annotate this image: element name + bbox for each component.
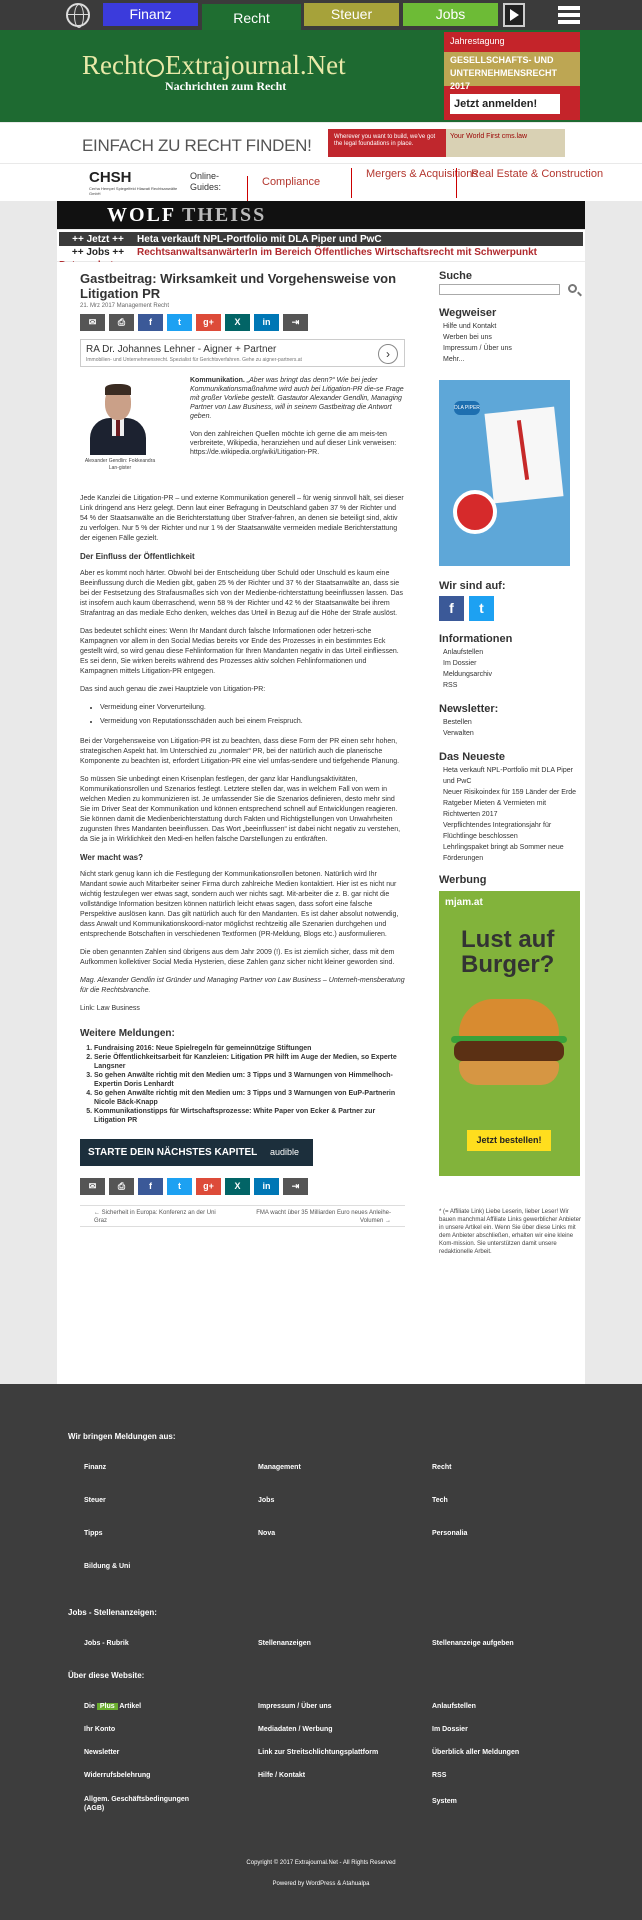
- xing-share-icon[interactable]: X: [225, 314, 250, 331]
- footer-link[interactable]: Hilfe / Kontakt: [258, 1772, 306, 1779]
- ad-cta[interactable]: Jetzt anmelden!: [450, 94, 560, 114]
- more-share-icon[interactable]: ⇥: [283, 1178, 308, 1195]
- next-post-link[interactable]: FMA wacht über 35 Milliarden Euro neues Anleihe-Volumen →: [256, 1210, 391, 1224]
- mjam-logo: mjam.at: [445, 897, 483, 908]
- linkedin-share-icon[interactable]: in: [254, 314, 279, 331]
- guide-realestate-link[interactable]: Real Estate & Construction: [456, 168, 603, 198]
- informationen-heading: Informationen: [439, 633, 513, 645]
- footer-link[interactable]: Stellenanzeige aufgeben: [432, 1640, 514, 1647]
- footer-link[interactable]: Personalia: [432, 1530, 468, 1537]
- goals-list: [100, 701, 405, 729]
- list-item[interactable]: Lehrlingspaket bringt ab Sommer neue Förderungen: [443, 844, 564, 862]
- paragraph-5: Bei der Vorgehensweise von Litigation-PR ist zu beachten, dass diese Form der PR einen sehr hohen, strategischen Aspekt hat. Im Unterschied zu „normaler“ PR, bei der natürlich auch die planerische Komponente zu beachten ist, erfordert Litigation-PR eine viel umfas-sendere und tiefgehende Planung.: [80, 738, 400, 765]
- footer-link[interactable]: Anlaufstellen: [432, 1703, 476, 1710]
- related-heading: Weitere Meldungen:: [80, 1028, 175, 1039]
- informationen-list: [443, 647, 582, 691]
- intro-kicker: Kommunikation.: [190, 377, 245, 384]
- list-item[interactable]: Meldungsarchiv: [443, 671, 493, 678]
- theiss-word: THEISS: [182, 204, 267, 226]
- next-post-title[interactable]: FMA wacht über 35 Milliarden Euro neues Anleihe-Volumen: [256, 1210, 391, 1224]
- author-bio: Mag. Alexander Gendlin ist Gründer und Managing Partner von Law Business – Unterneh-mensberatung für die Rechtsbranche.: [80, 977, 405, 994]
- site-logo[interactable]: [82, 50, 346, 81]
- chsh-subtitle: Cerha Hempel Spiegelfeld Hlawati Rechtsanwälte GmbH: [89, 186, 178, 196]
- chsh-logo[interactable]: CHSH: [89, 169, 132, 186]
- list-item[interactable]: Verpflichtendes Integrationsjahr für Flüchtlinge beschlossen: [443, 822, 552, 840]
- linkedin-share-icon[interactable]: in: [254, 1178, 279, 1195]
- cms-ad-brand: Your World First cms.law: [446, 129, 565, 157]
- related-item[interactable]: 1. Fundraising 2016: Neue Spielregeln für gemeinnützige Stiftungen: [94, 1044, 405, 1053]
- list-item[interactable]: Hilfe und Kontakt: [443, 323, 497, 330]
- related-item[interactable]: 3. So gehen Anwälte richtig mit den Medien um: 3 Tipps und 3 Warnungen von Himmelhoch-Expertin Doris Lenhardt: [94, 1071, 405, 1089]
- facebook-share-icon[interactable]: f: [138, 1178, 163, 1195]
- list-item[interactable]: Heta verkauft NPL-Portfolio mit DLA Piper und PwC: [443, 767, 573, 785]
- guide-mergers-link[interactable]: Mergers & Acquisitions: [351, 168, 478, 198]
- ad-line2: GESELLSCHAFTS- UND UNTERNEHMENSRECHT 2017: [444, 52, 580, 86]
- plus-die: Die: [84, 1703, 95, 1710]
- tab-recht[interactable]: Recht: [202, 4, 301, 30]
- footer-link[interactable]: Im Dossier: [432, 1726, 468, 1733]
- list-item[interactable]: Verwalten: [443, 730, 474, 737]
- affiliate-notice: * (= Affiliate Link) Liebe Leserin, lieber Leser! Wir bauen manchmal Affiliate Links gewerblicher Anbieter in unsere Artikel ein. Wenn Sie über diese Links mit dem Anbieter abschließen, erhalten wir eine kleine Kom-mission. Sie unterstützen damit unsere redaktionelle Arbeit.: [439, 1209, 581, 1255]
- author-photo: [81, 380, 156, 455]
- author-caption: Alexander Gendlin: Fokkeandra Lan-gister: [84, 458, 156, 471]
- dla-piper-ad[interactable]: [439, 380, 570, 566]
- footer-link[interactable]: Allgem. Geschäftsbedingungen (AGB): [84, 1796, 190, 1812]
- law-business-link[interactable]: Link: Law Business: [80, 1005, 140, 1012]
- list-item[interactable]: Anlaufstellen: [443, 649, 484, 656]
- copyright: Copyright © 2017 Extrajournal.Net - All Rights Reserved: [246, 1860, 396, 1866]
- chevron-right-icon[interactable]: ›: [378, 344, 398, 364]
- footer-link[interactable]: Überblick aller Meldungen: [432, 1749, 520, 1756]
- footer-link[interactable]: Nova: [258, 1530, 276, 1537]
- previous-post-title[interactable]: Sicherheit in Europa: Konferenz an der Uni Graz: [94, 1210, 216, 1224]
- search-icon[interactable]: [568, 284, 577, 293]
- play-icon[interactable]: [503, 3, 525, 27]
- newsletter-list: [443, 717, 582, 739]
- burger-headline: Lust auf Burger?: [461, 926, 555, 978]
- guide-compliance-link[interactable]: Compliance: [247, 176, 320, 206]
- share-buttons-bottom: [80, 1178, 405, 1195]
- list-item: • Vermeidung einer Vorverurteilung.: [100, 701, 405, 715]
- paragraph-4: Das sind auch genau die zwei Hauptziele von Litigation-PR:: [80, 686, 266, 693]
- audible-logo: audible: [269, 1147, 299, 1157]
- list-item[interactable]: Im Dossier: [443, 660, 477, 667]
- newsletter-heading: Newsletter:: [439, 703, 499, 715]
- powered-by: Powered by WordPress & Atahualpa: [272, 1881, 370, 1887]
- intro-paragraph-2: Von den zahlreichen Quellen möchte ich gerne die am meis-ten verbreitete, Wikipedia, heranziehen und auf dieser Link verweisen: https://de.wikipedia.org/wiki/Litigation-PR.: [190, 431, 397, 456]
- facebook-icon[interactable]: f: [439, 596, 464, 621]
- footer-link[interactable]: Finanz: [84, 1464, 107, 1471]
- footer-site-heading: Über diese Website:: [68, 1671, 145, 1680]
- footer-link[interactable]: Widerrufsbelehrung: [84, 1772, 151, 1779]
- sidebar: [439, 270, 582, 1256]
- article-title: Gastbeitrag: Wirksamkeit und Vorgehensweise von Litigation PR: [80, 271, 397, 301]
- ad-line1: Jahrestagung: [450, 36, 505, 46]
- dla-piper-logo: DLA PIPER: [454, 401, 480, 415]
- xing-share-icon[interactable]: X: [225, 1178, 250, 1195]
- twitter-share-icon[interactable]: t: [167, 1178, 192, 1195]
- email-share-icon[interactable]: ✉: [80, 314, 105, 331]
- print-icon[interactable]: ⎙: [109, 1178, 134, 1195]
- article-meta: 21. Mrz 2017 Management Recht: [80, 303, 170, 309]
- list-item[interactable]: Ratgeber Mieten & Vermieten mit Richtwerten 2017: [443, 800, 547, 818]
- list-item[interactable]: Werben bei uns: [443, 334, 492, 341]
- googleplus-share-icon[interactable]: g+: [196, 314, 221, 331]
- cms-ad-text: Wherever you want to build, we've got the legal foundations in place.: [334, 134, 436, 147]
- wegweiser-heading: Wegweiser: [439, 307, 497, 319]
- tab-jobs[interactable]: Jobs: [403, 3, 498, 26]
- footer-link[interactable]: Steuer: [84, 1497, 106, 1504]
- footer-link[interactable]: Bildung & Uni: [84, 1563, 131, 1570]
- plus-artikel: Artikel: [119, 1703, 142, 1710]
- footer-link[interactable]: RSS: [432, 1772, 447, 1779]
- chsh-guides-label: Online-Guides:: [190, 171, 222, 192]
- logo-recht: Recht: [82, 50, 145, 80]
- lehner-ad[interactable]: [80, 339, 405, 367]
- print-icon[interactable]: ⎙: [109, 314, 134, 331]
- finden-heading: EINFACH ZU RECHT FINDEN!: [82, 136, 312, 155]
- footer-link[interactable]: System: [432, 1798, 457, 1805]
- news-ticker: [57, 230, 585, 261]
- hamburger-menu-icon[interactable]: [558, 6, 580, 24]
- footer-link[interactable]: Stellenanzeigen: [258, 1640, 311, 1647]
- related-list: [94, 1044, 405, 1125]
- paragraph-7: Nicht stark genug kann ich die Festlegung der Kommunikationsrollen betonen. Natürlich wird Ihr Mandant sowie auch Mitarbeiter seiner Firma durch zahlreiche Medien kontaktiert. Hier ist es nicht nur wichtig festzulegen wer etwas sagt, sondern auch wer nichts sagt. Mit-arbeiter die z. B. gar nicht die vollständige Information besitzen können natürlich leicht etwas sagen, dass sofort eine falsche Perspektive auslösen kann. Das gilt natürlich auch für den Mandanten. Es ist daher absolut notwendig, dass Anwalt und Kommunikationskoordi-nator möglichst rechtzeitig alle Szenarien durchgehen und entsprechende Botschaften in verschiedenen Textformen (PR-Meldung, Blogs etc.) ausformulieren.: [80, 871, 399, 938]
- search-input[interactable]: [439, 284, 560, 295]
- paragraph-3: Das bedeutet schlicht eines: Wenn Ihr Mandant durch falsche Informationen oder hetzeri-sche Kampagnen vor allem in den Social Medias bereits vor Ende des Prozesses in ein bestimmtes Eck gestellt wird, so wird genau diese Fehlinformation für Ihren Mandanten negativ in das Urteil einfliessen. Es sei denn, Sie wirken bereits während des Prozesses aktiv solchen Fehlinformationen und Kampagnen mittels Litigation-PR entgegen.: [80, 628, 399, 675]
- paragraph-2: Aber es kommt noch härter. Obwohl bei der Entscheidung über Schuld oder Unschuld es kaum eine Beeinflussung durch die Medien gibt, gaben 25 % der Richter und 37 % der Staatsanwälte an, dass sie bei der Festsetzung des Strafausmaßes sich von der Medienbe-richterstattung beeinflussen lassen. Das ist insofern auch kaum überraschend, wenn 58 % der Richter und 42 % der Staatsanwälte bei ihrem Strafantrag an das mediale Echo denken, welches das Urteil in Bezug auf die Höhe der Strafe auslöst.: [80, 570, 403, 617]
- mjam-burger-ad[interactable]: [439, 891, 580, 1176]
- globe-logo-icon: [146, 59, 164, 77]
- footer-link[interactable]: Tech: [432, 1497, 448, 1504]
- ticker-jetzt-label: ++ Jetzt ++: [72, 234, 124, 245]
- ticker-jobs-label: ++ Jobs ++: [59, 246, 137, 259]
- list-item[interactable]: Bestellen: [443, 719, 472, 726]
- intro-text: [190, 376, 405, 457]
- paragraph-8: Die oben genannten Zahlen sind übrigens aus dem Jahr 2009 (!). Es ist ziemlich sicher, dass mit dem Aufkommen kollektiver Social Media Hysterien, diese Zahlen ganz sicher nicht kleiner geworden sind.: [80, 949, 395, 966]
- social-heading: Wir sind auf:: [439, 580, 506, 592]
- related-item[interactable]: 5. Kommunikationstipps für Wirtschaftsprozesse: White Paper von Ecker & Partner zur Litigation PR: [94, 1107, 405, 1125]
- article-intro: [80, 376, 405, 486]
- audible-ad[interactable]: [80, 1139, 313, 1166]
- footer-categories-heading: Wir bringen Meldungen aus:: [68, 1432, 176, 1441]
- footer-link[interactable]: Mediadaten / Werbung: [258, 1726, 333, 1733]
- post-navigation: [80, 1205, 405, 1227]
- googleplus-share-icon[interactable]: g+: [196, 1178, 221, 1195]
- footer-link[interactable]: Newsletter: [84, 1749, 120, 1756]
- related-item[interactable]: 2. Serie Öffentlichkeitsarbeit für Kanzleien: Litigation PR hilft im Auge der Medien, so Experte Langsner: [94, 1053, 405, 1071]
- list-item[interactable]: Impressum / Über uns: [443, 345, 512, 352]
- social-links: [439, 596, 582, 621]
- footer-link[interactable]: Management: [258, 1464, 301, 1471]
- twitter-share-icon[interactable]: t: [167, 314, 192, 331]
- list-item[interactable]: RSS: [443, 682, 458, 689]
- footer-jobs-heading: Jobs - Stellenanzeigen:: [68, 1608, 157, 1617]
- paragraph-1: Jede Kanzlei die Litigation-PR – und externe Kommunikation generell – für wenig sinnvoll hält, sei dieser Link dringend ans Herz gelegt. Denn laut einer Befragung in Deutschland gaben 37 % der Richter und 54 % der Staatsanwälte an die Berichterstattung über Strafver-fahren, an denen sie beteiligt sind, aktiv zu verfolgen. Nur 5 % der Richter und nur 1 % der Staatsanwälte vermeiden mediale Berichterstattung der eigenen Fälle gezielt.: [80, 495, 404, 542]
- werbung-heading: Werbung: [439, 874, 487, 886]
- wegweiser-list: [443, 321, 582, 365]
- footer-link[interactable]: Tipps: [84, 1530, 103, 1537]
- heading-wer-macht-was: Wer macht was?: [80, 853, 143, 862]
- footer-link[interactable]: Jobs - Rubrik: [84, 1640, 129, 1647]
- list-item: • Vermeidung von Reputationsschäden auch bei einem Freispruch.: [100, 715, 405, 729]
- ticker-jetzt-text[interactable]: Heta verkauft NPL-Portfolio mit DLA Piper und PwC: [137, 234, 382, 245]
- neueste-list: [443, 765, 582, 864]
- ticker-jobs[interactable]: [59, 246, 583, 259]
- jetzt-bestellen-button[interactable]: Jetzt bestellen!: [467, 1130, 551, 1151]
- wolf-theiss-banner[interactable]: [57, 201, 585, 229]
- email-share-icon[interactable]: ✉: [80, 1178, 105, 1195]
- globe-icon[interactable]: [66, 3, 90, 27]
- heading-einfluss: Der Einfluss der Öffentlichkeit: [80, 552, 195, 561]
- footer-link[interactable]: Impressum / Über uns: [258, 1703, 332, 1710]
- footer-link[interactable]: Ihr Konto: [84, 1726, 116, 1733]
- audible-ad-text: STARTE DEIN NÄCHSTES KAPITEL: [88, 1147, 258, 1158]
- wolf-word: WOLF: [107, 204, 176, 226]
- plus-badge: Plus: [97, 1703, 118, 1710]
- footer-link[interactable]: Jobs: [258, 1497, 275, 1504]
- wolf-theiss-logo: [107, 204, 266, 227]
- site-tagline: Nachrichten zum Recht: [165, 79, 287, 93]
- ticker-jetzt[interactable]: [59, 233, 583, 246]
- neueste-heading: Das Neueste: [439, 751, 506, 763]
- list-item[interactable]: Mehr...: [443, 356, 465, 363]
- tab-finanz[interactable]: Finanz: [103, 3, 198, 26]
- related-item[interactable]: 4. So gehen Anwälte richtig mit den Medien um: 3 Tipps und 3 Warnungen von EuP-Partnerin Nicole Bäck-Knapp: [94, 1089, 405, 1107]
- search-heading: Suche: [439, 270, 473, 282]
- more-share-icon[interactable]: ⇥: [283, 314, 308, 331]
- paragraph-6: So müssen Sie unbedingt einen Krisenplan festlegen, der ganz klar Handlungsaktivitäten, Kommunikationsrollen und Szenarios festlegt. Letztere stellen dar, was in welchem Fall von wem in welchen Medien zu kommunizieren ist. Je umfassender Sie die Szenarios definieren, desto mehr sind Sie im Driver Seat der Kommunikation und können entsprechend schnell auf Entwicklungen reagieren. Sie können damit die Medienberichterstattung durch Fakten und Richtigstellungen von Unwahrheiten zugunsten Ihres Mandanten beeinflussen. Das Wort „beeinflussen“ ist dabei nicht negativ zu verstehen, da Sie ja in Wirklichkeit den Medi-en helfen falsche Darstellungen zu entkräften.: [80, 776, 401, 843]
- lehner-ad-subtitle: Immobilien- und Unternehmensrecht. Spezialist für Gerichtsverfahren. Gehe zu aigner-partners.at: [86, 357, 302, 363]
- footer-link[interactable]: Recht: [432, 1464, 452, 1471]
- footer-link[interactable]: Link zur Streitschlichtungsplattform: [258, 1749, 379, 1756]
- site-footer: [0, 1384, 642, 1920]
- twitter-icon[interactable]: t: [469, 596, 494, 621]
- top-navigation: [0, 0, 642, 30]
- tab-steuer[interactable]: Steuer: [304, 3, 399, 26]
- site-header: [0, 30, 642, 122]
- intro-lead: „Aber was bringt das denn?“ Wie bei jeder Kommunikationsmaßnahme wird auch bei Litigation-PR die-se Frage mit großer Vorliebe gestellt. Gastautor Alexander Gendlin, Managing Partner von Law Business, will in seinem Gastbeitrag die Antwort geben.: [190, 377, 404, 420]
- banner-ad-jahrestagung[interactable]: [444, 32, 580, 120]
- ticker-jobs-text[interactable]: RechtsanwaltsanwärterIn im Bereich Öffentliches Wirtschaftsrecht mit Schwerpunkt: [137, 247, 538, 258]
- chsh-guides-bar: [0, 164, 642, 201]
- facebook-share-icon[interactable]: f: [138, 314, 163, 331]
- share-buttons-top: [80, 314, 405, 331]
- previous-post-link[interactable]: ← Sicherheit in Europa: Konferenz an der Uni Graz: [94, 1210, 216, 1224]
- die-plus-artikel-link[interactable]: [84, 1703, 141, 1710]
- lehner-ad-title: RA Dr. Johannes Lehner - Aigner + Partner: [86, 344, 277, 355]
- list-item[interactable]: Neuer Risikoindex für 159 Länder der Erde: [443, 789, 577, 796]
- article: [80, 271, 405, 1227]
- cms-ad[interactable]: [328, 129, 565, 157]
- logo-extrajournal: Extrajournal.Net: [164, 50, 346, 80]
- finden-bar: [0, 123, 642, 163]
